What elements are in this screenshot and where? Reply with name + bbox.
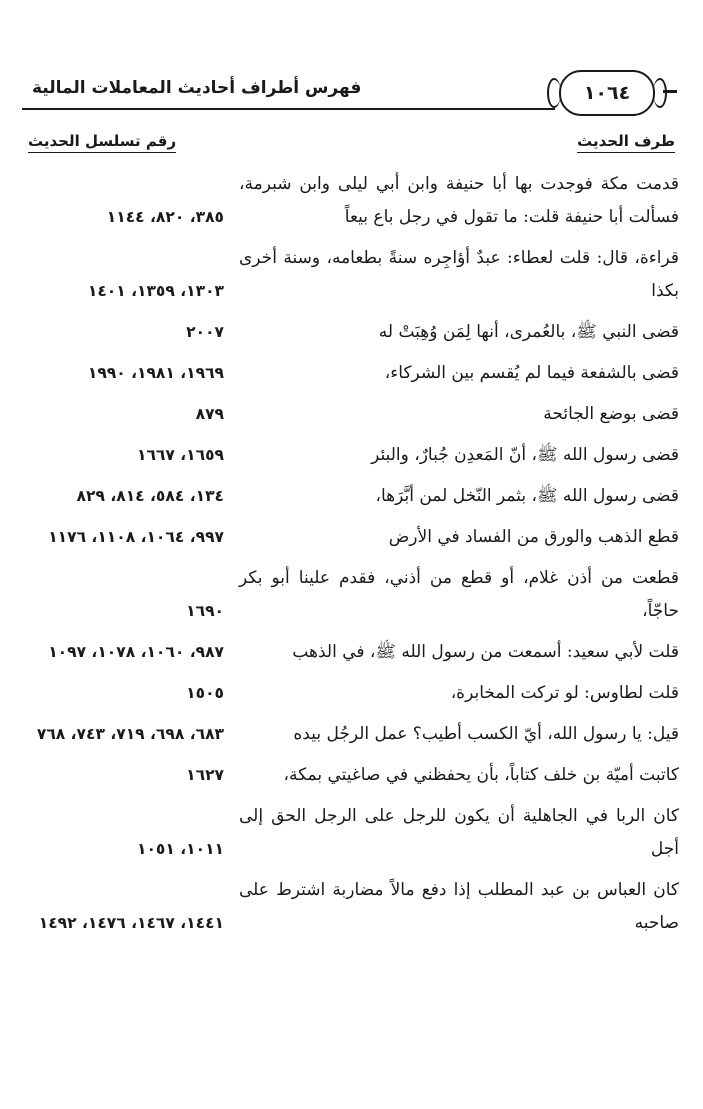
hadith-edge-text: قضى رسول الله ﷺ، أنّ المَعدِن جُبارٌ، والبئر <box>371 445 679 465</box>
running-header <box>22 68 677 120</box>
hadith-edge-text: قضى النبي ﷺ، بالعُمرى، أنها لِمَن وُهِبَتْ له <box>378 322 679 342</box>
hadith-serial-numbers: ١٤٤١، ١٤٦٧، ١٤٧٦، ١٤٩٢ <box>38 914 224 932</box>
header-title: فهرس أطراف أحاديث المعاملات المالية <box>32 78 362 98</box>
index-entry <box>24 874 679 940</box>
hadith-serial-numbers: ١٦٢٧ <box>186 766 224 784</box>
hadith-edge-text: قلت لأبي سعيد: أسمعت من رسول الله ﷺ، في الذهب <box>292 642 679 662</box>
page-number: ١٠٦٤ <box>583 82 631 104</box>
index-entry <box>24 168 679 234</box>
hadith-serial-numbers: ١٦٥٩، ١٦٦٧ <box>137 446 224 464</box>
hadith-serial-numbers: ١٥٠٥ <box>186 684 224 702</box>
page-number-badge <box>559 70 655 116</box>
hadith-serial-numbers: ١٦٩٠ <box>186 602 224 620</box>
hadith-serial-numbers: ١٣٤، ٥٨٤، ٨١٤، ٨٢٩ <box>76 487 224 505</box>
hadith-serial-numbers: ١٣٠٣، ١٣٥٩، ١٤٠١ <box>87 282 224 300</box>
hadith-edge-text: كاتبت أميّة بن خلف كتاباً، بأن يحفظني في صاغيتي بمكة، <box>283 765 679 785</box>
index-entry <box>24 316 679 349</box>
index-entry <box>24 562 679 628</box>
hadith-serial-numbers: ١٩٦٩، ١٩٨١، ١٩٩٠ <box>87 364 224 382</box>
hadith-serial-numbers: ٣٨٥، ٨٢٠، ١١٤٤ <box>106 208 224 226</box>
hadith-edge-text: كان الربا في الجاهلية أن يكون للرجل على الرجل الحق إلى أجل <box>239 806 679 859</box>
index-entry <box>24 759 679 792</box>
hadith-edge-text: قطع الذهب والورق من الفساد في الأرض <box>388 527 679 547</box>
index-entry <box>24 242 679 308</box>
hadith-edge-text: قدمت مكة فوجدت بها أبا حنيفة وابن أبي ليلى وابن شبرمة، فسألت أبا حنيفة قلت: ما تقول في رجل باع بيعاً <box>239 174 679 227</box>
hadith-serial-numbers: ٩٨٧، ١٠٦٠، ١٠٧٨، ١٠٩٧ <box>48 643 224 661</box>
index-entry <box>24 636 679 669</box>
hadith-serial-numbers: ٩٩٧، ١٠٦٤، ١١٠٨، ١١٧٦ <box>48 528 224 546</box>
hadith-edge-text: قلت لطاوس: لو تركت المخابرة، <box>450 683 679 703</box>
index-entries <box>24 168 679 948</box>
index-entry <box>24 398 679 431</box>
hadith-serial-numbers: ٦٨٣، ٦٩٨، ٧١٩، ٧٤٣، ٧٦٨ <box>36 725 224 743</box>
index-entry <box>24 800 679 866</box>
index-entry <box>24 480 679 513</box>
hadith-edge-text: قضى بالشفعة فيما لم يُقسم بين الشركاء، <box>384 363 679 383</box>
hadith-edge-text: قيل: يا رسول الله، أيّ الكسب أطيب؟ عمل الرجُل بيده <box>293 724 679 744</box>
index-entry <box>24 439 679 472</box>
index-entry <box>24 357 679 390</box>
hadith-edge-text: قضى رسول الله ﷺ، بثمر النّخل لمن أبَّرَها، <box>375 486 679 506</box>
index-entry <box>24 521 679 554</box>
hadith-edge-text: كان العباس بن عبد المطلب إذا دفع مالاً مضاربة اشترط على صاحبه <box>239 880 679 933</box>
hadith-edge-text: قطعت من أذن غلام، أو قطع من أذني، فقدم علينا أبو بكر حاجّاً، <box>239 568 679 621</box>
hadith-serial-numbers: ٨٧٩ <box>195 405 224 423</box>
index-entry <box>24 677 679 710</box>
hadith-serial-numbers: ٢٠٠٧ <box>186 323 224 341</box>
hadith-serial-numbers: ١٠١١، ١٠٥١ <box>137 840 224 858</box>
index-entry <box>24 718 679 751</box>
hadith-edge-text: قراءة، قال: قلت لعطاء: عبدٌ أؤاجِره سنةً بطعامه، وسنة أخرى بكذا <box>239 248 679 301</box>
column-heading-hadith-edge: طرف الحديث <box>577 132 675 150</box>
column-heading-serial-number: رقم تسلسل الحديث <box>28 132 176 150</box>
hadith-edge-text: قضى بوضع الجائحة <box>543 404 679 424</box>
header-rule <box>22 108 555 110</box>
